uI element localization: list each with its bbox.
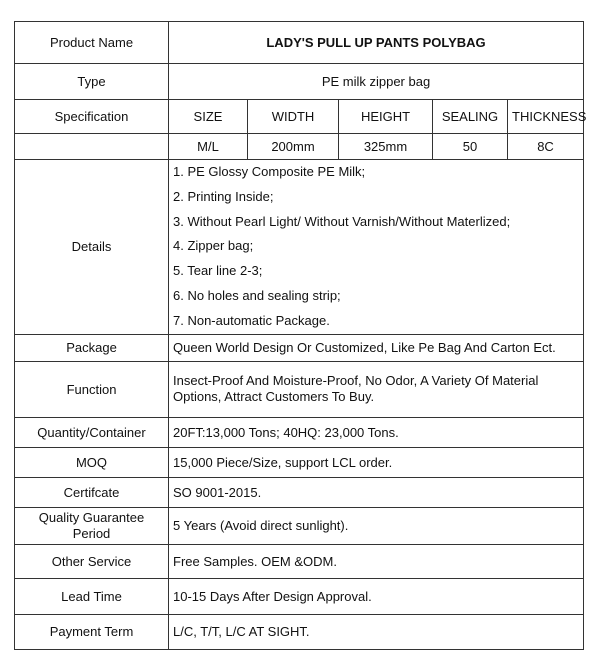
product-name-label: Product Name <box>15 22 169 64</box>
specification-label: Specification <box>15 100 169 134</box>
row-package <box>15 334 584 361</box>
row-lead-time <box>15 578 584 614</box>
specification-empty-cell <box>15 134 169 160</box>
function-line: Options, Attract Customers To Buy. <box>173 389 375 405</box>
details-item: 3. Without Pearl Light/ Without Varnish/Without Materlized; <box>173 213 511 229</box>
certificate-label: Certifcate <box>15 477 169 507</box>
spec-value-size: M/L <box>169 134 248 160</box>
moq-label: MOQ <box>15 447 169 477</box>
other-service-label: Other Service <box>15 544 169 578</box>
details-list <box>169 160 584 335</box>
spec-header-width: WIDTH <box>248 100 339 134</box>
lead-time-label: Lead Time <box>15 578 169 614</box>
quantity-value: 20FT:13,000 Tons; 40HQ: 23,000 Tons. <box>169 417 584 447</box>
quantity-label: Quantity/Container <box>15 417 169 447</box>
function-value <box>169 361 584 417</box>
details-item: 4. Zipper bag; <box>173 238 254 254</box>
spec-header-sealing: SEALING <box>433 100 508 134</box>
details-item: 1. PE Glossy Composite PE Milk; <box>173 164 366 179</box>
row-other-service <box>15 544 584 578</box>
row-payment-term <box>15 614 584 649</box>
details-item: 2. Printing Inside; <box>173 188 274 204</box>
function-line: Insect-Proof And Moisture-Proof, No Odor, A Variety Of Material <box>173 373 539 389</box>
quality-guarantee-label-line: Period <box>72 525 111 541</box>
package-value: Queen World Design Or Customized, Like Pe Bag And Carton Ect. <box>169 334 584 361</box>
spec-value-height: 325mm <box>339 134 433 160</box>
quality-guarantee-label <box>15 507 169 544</box>
row-certificate <box>15 477 584 507</box>
certificate-value: SO 9001-2015. <box>169 477 584 507</box>
other-service-value: Free Samples. OEM &ODM. <box>169 544 584 578</box>
spec-value-sealing: 50 <box>433 134 508 160</box>
payment-term-value: L/C, T/T, L/C AT SIGHT. <box>169 614 584 649</box>
row-type <box>15 64 584 100</box>
spec-header-height: HEIGHT <box>339 100 433 134</box>
details-label: Details <box>15 160 169 335</box>
row-specification-headers <box>15 100 584 134</box>
spec-header-thickness: THICKNESS <box>508 100 584 134</box>
lead-time-value: 10-15 Days After Design Approval. <box>169 578 584 614</box>
details-item: 6. No holes and sealing strip; <box>173 287 341 303</box>
row-quantity <box>15 417 584 447</box>
product-name-value: LADY'S PULL UP PANTS POLYBAG <box>169 22 584 64</box>
moq-value: 15,000 Piece/Size, support LCL order. <box>169 447 584 477</box>
details-item: 5. Tear line 2-3; <box>173 263 263 279</box>
row-quality-guarantee <box>15 507 584 544</box>
product-spec-table <box>14 21 587 650</box>
function-label: Function <box>15 361 169 417</box>
type-value: PE milk zipper bag <box>169 64 584 100</box>
row-details <box>15 160 584 335</box>
row-specification-values <box>15 134 584 160</box>
payment-term-label: Payment Term <box>15 614 169 649</box>
row-moq <box>15 447 584 477</box>
spec-value-thickness: 8C <box>508 134 584 160</box>
type-label: Type <box>15 64 169 100</box>
quality-guarantee-value: 5 Years (Avoid direct sunlight). <box>169 507 584 544</box>
spec-value-width: 200mm <box>248 134 339 160</box>
row-product-name <box>15 22 584 64</box>
package-label: Package <box>15 334 169 361</box>
details-item: 7. Non-automatic Package. <box>173 312 330 328</box>
row-function <box>15 361 584 417</box>
quality-guarantee-label-line: Quality Guarantee <box>38 509 145 525</box>
spec-header-size: SIZE <box>169 100 248 134</box>
